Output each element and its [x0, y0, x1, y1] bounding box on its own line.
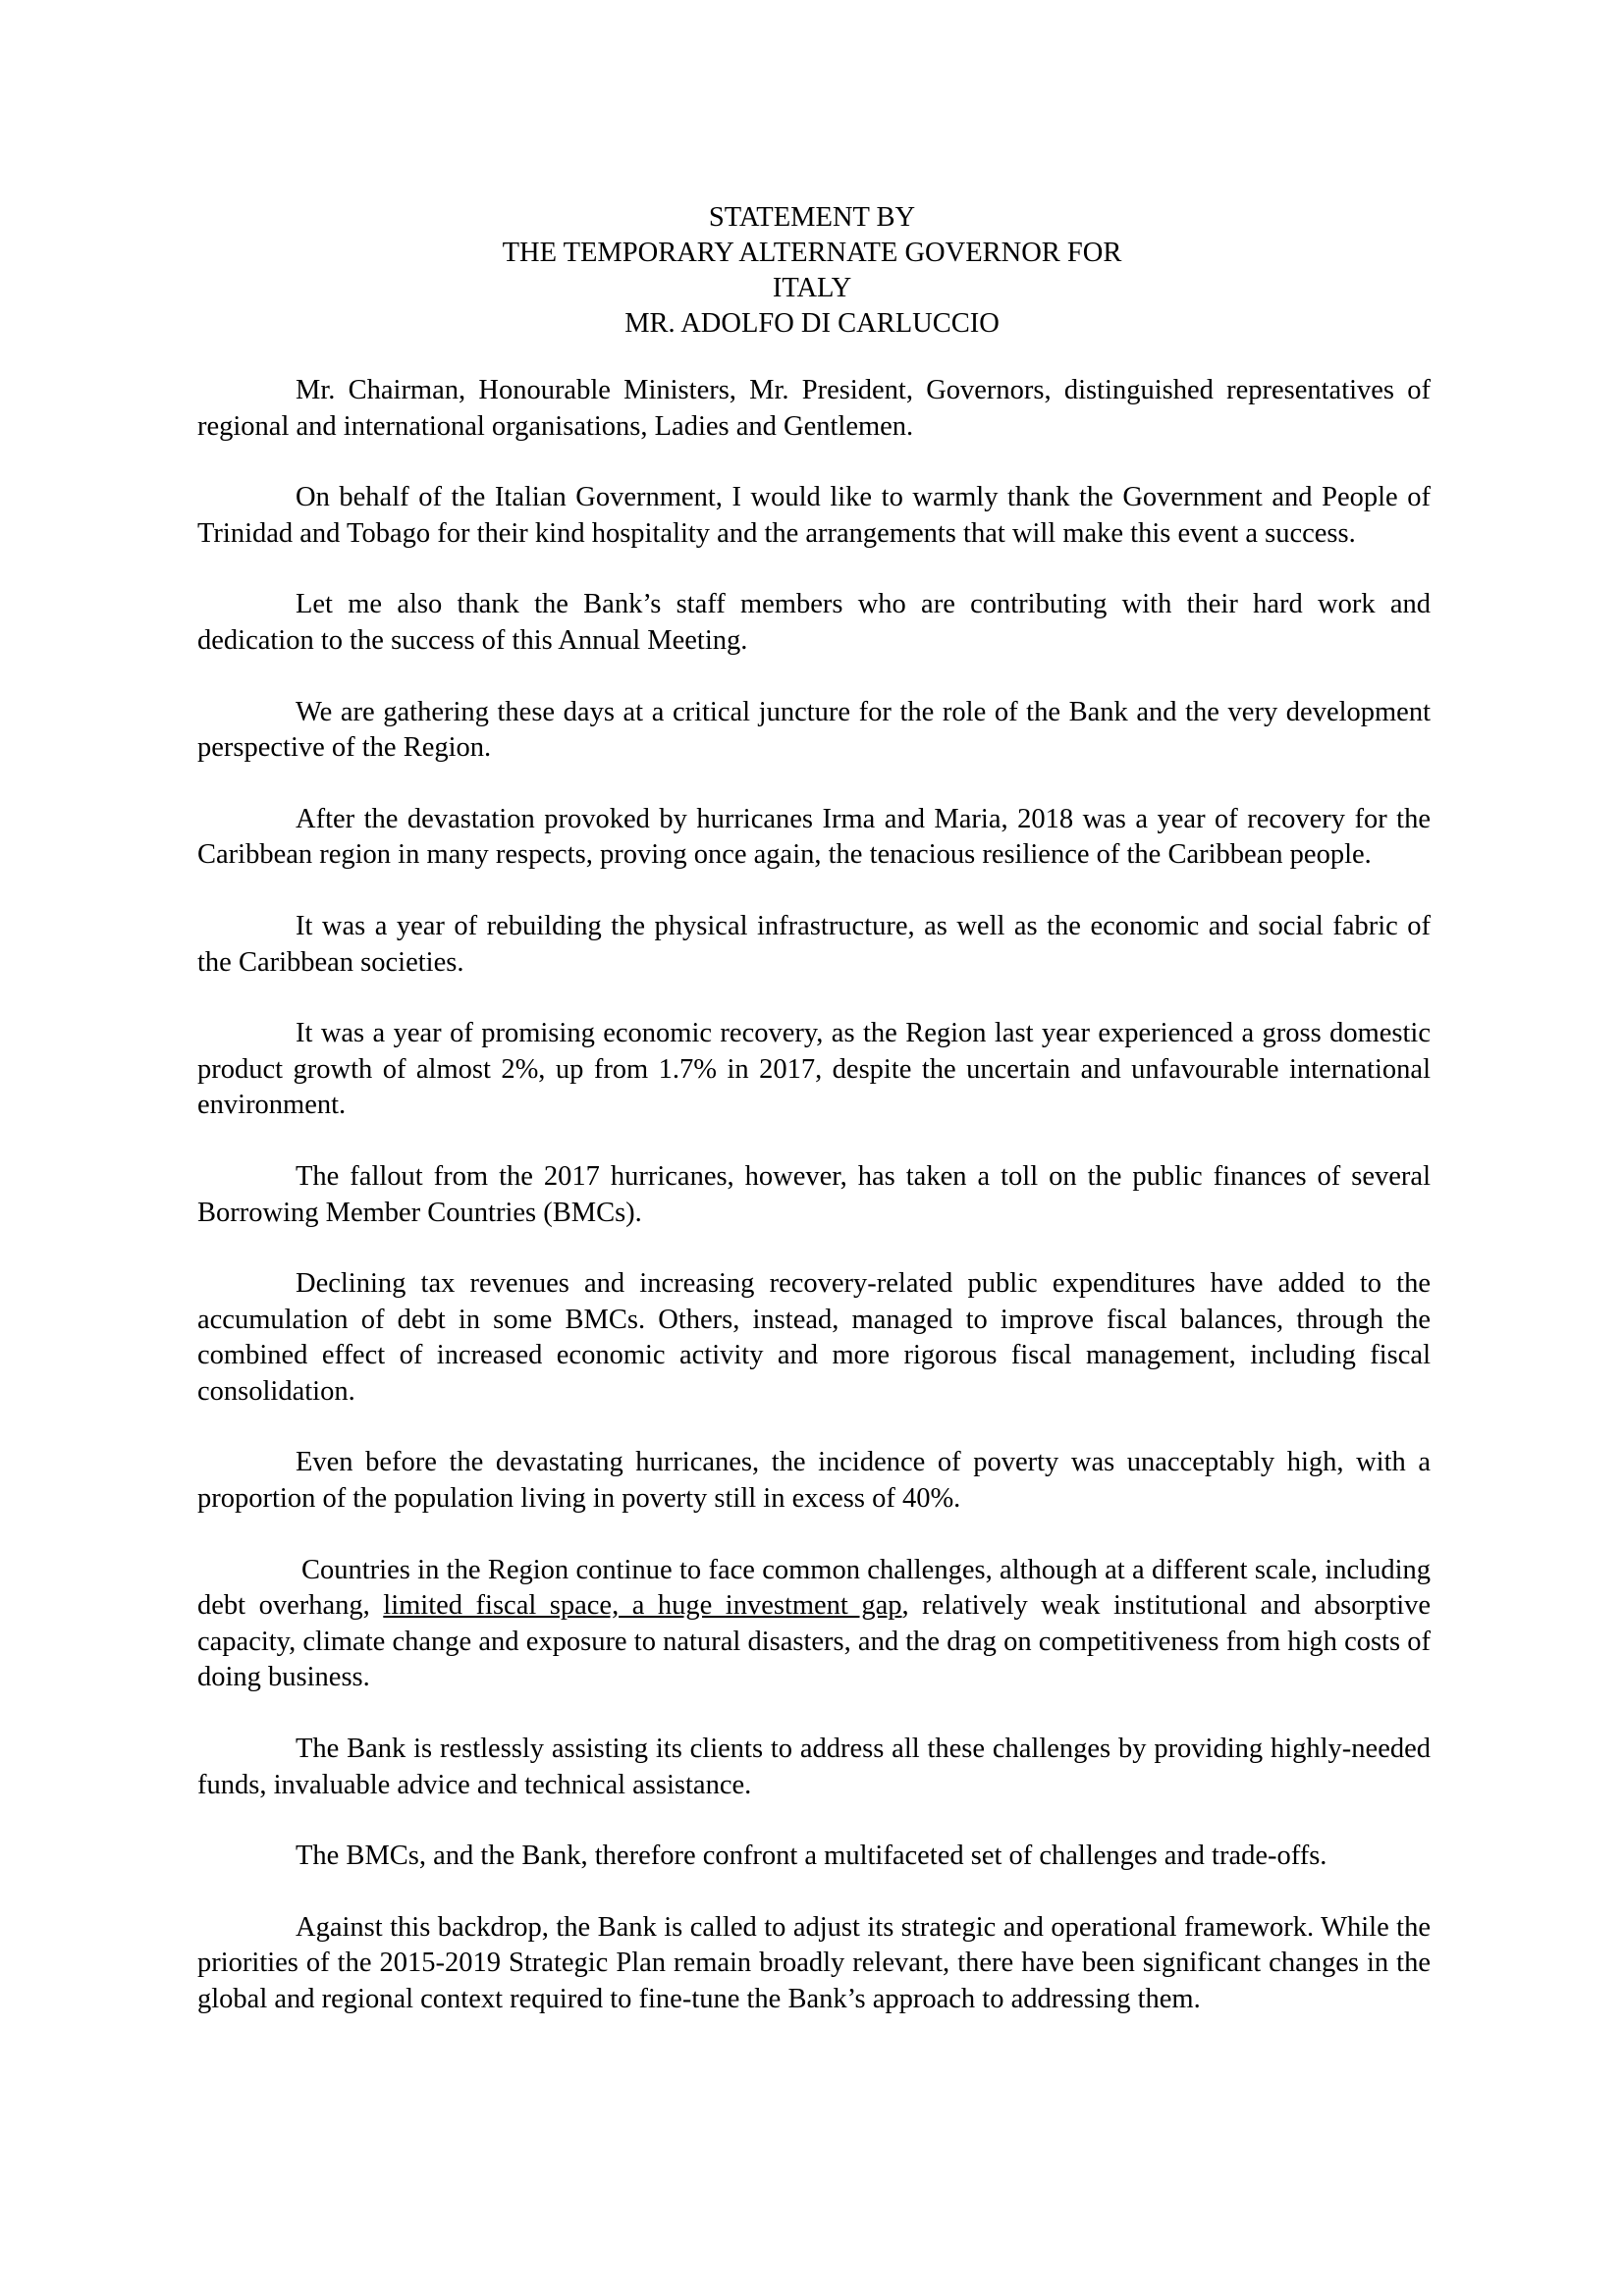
statement-heading [0, 200, 1624, 342]
challenges-text-start: Countries in the Region continue to face common challenges, although at a different scale, including debt overhang, [197, 1554, 1431, 1622]
heading-line-4: MR. ADOLFO DI CARLUCCIO [624, 308, 1000, 339]
underlined-phrase: limited fiscal space, a huge investment gap [383, 1590, 902, 1622]
paragraph-tax-revenues: Declining tax revenues and increasing recovery-related public expenditures have added to the accumulation of debt in some BMCs. Others, instead, managed to improve fiscal balances, through the combined effect of increased economic activity and more rigorous fiscal management, including fiscal consolidation. [197, 1268, 1431, 1407]
statement-body [197, 373, 1431, 2054]
paragraph-strategic-framework: Against this backdrop, the Bank is called to adjust its strategic and operational framework. While the priorities of the 2015-2019 Strategic Plan remain broadly relevant, there have been significant changes in the global and regional context required to fine-tune the Bank’s approach to addressing them. [197, 1911, 1431, 2014]
paragraph-economic-recovery: It was a year of promising economic recovery, as the Region last year experienced a gross domestic product growth of almost 2%, up from 1.7% in 2017, despite the uncertain and unfavourable international environment. [197, 1018, 1431, 1121]
paragraph-bank-assisting: The Bank is restlessly assisting its clients to address all these challenges by providing highly-needed funds, invaluable advice and technical assistance. [197, 1734, 1431, 1800]
heading-line-1: STATEMENT BY [708, 202, 916, 233]
heading-line-2: THE TEMPORARY ALTERNATE GOVERNOR FOR [502, 238, 1122, 268]
paragraph-poverty: Even before the devastating hurricanes, the incidence of poverty was unacceptably high, with a proportion of the population living in poverty still in excess of 40%. [197, 1447, 1431, 1515]
challenges-text-end: , relatively weak institutional and absorptive capacity, climate change and exposure to natural disasters, and the drag on competitiveness from high costs of doing business. [197, 1590, 1432, 1693]
paragraph-trade-offs: The BMCs, and the Bank, therefore confront a multifaceted set of challenges and trade-offs. [296, 1841, 1327, 1872]
paragraph-salutation: Mr. Chairman, Honourable Ministers, Mr. President, Governors, distinguished representatives of regional and international organisations, Ladies and Gentlemen. [197, 375, 1431, 442]
paragraph-fallout: The fallout from the 2017 hurricanes, however, has taken a toll on the public finances of several Borrowing Member Countries (BMCs). [197, 1160, 1431, 1228]
paragraph-hurricanes-recovery: After the devastation provoked by hurricanes Irma and Maria, 2018 was a year of recovery for the Caribbean region in many respects, proving once again, the tenacious resilience of the Caribbean people. [197, 803, 1431, 871]
paragraph-thanks-government: On behalf of the Italian Government, I would like to warmly thank the Government and People of Trinidad and Tobago for their kind hospitality and the arrangements that will make this event a success. [197, 482, 1431, 549]
paragraph-rebuilding: It was a year of rebuilding the physical infrastructure, as well as the economic and social fabric of the Caribbean societies. [197, 910, 1431, 978]
paragraph-common-challenges [197, 1553, 1431, 1696]
heading-line-3: ITALY [772, 273, 852, 303]
paragraph-critical-juncture: We are gathering these days at a critical juncture for the role of the Bank and the very development perspective of the Region. [197, 696, 1431, 764]
paragraph-thanks-staff: Let me also thank the Bank’s staff members who are contributing with their hard work and dedication to the success of this Annual Meeting. [197, 589, 1431, 656]
